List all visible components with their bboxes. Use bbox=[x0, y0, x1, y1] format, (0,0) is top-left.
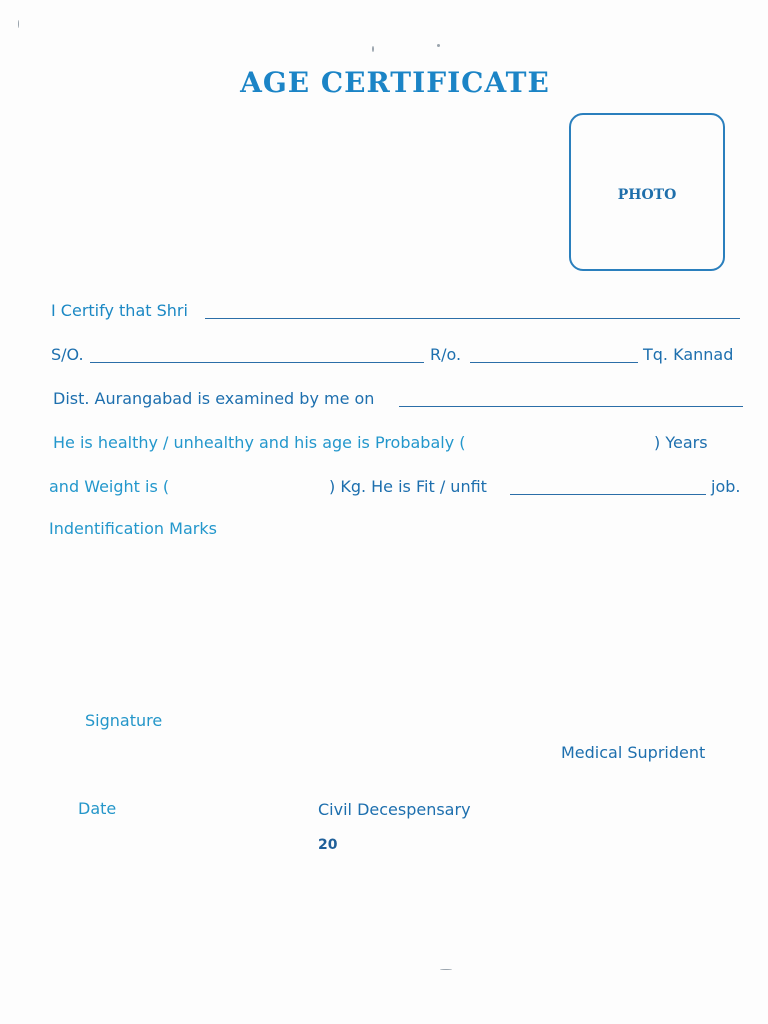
identification-marks-label: Indentification Marks bbox=[49, 519, 217, 538]
photo-placeholder bbox=[569, 113, 725, 271]
taluka-text: Tq. Kannad bbox=[643, 345, 734, 364]
photo-label: PHOTO bbox=[617, 187, 677, 203]
residence-blank-line[interactable] bbox=[470, 362, 638, 363]
son-of-label: S/O. bbox=[51, 345, 84, 364]
scan-speck bbox=[440, 969, 452, 970]
father-name-blank-line[interactable] bbox=[90, 362, 424, 363]
scan-speck bbox=[18, 20, 19, 28]
scan-speck bbox=[437, 44, 440, 47]
name-blank-line[interactable] bbox=[205, 318, 740, 319]
signature-label: Signature bbox=[85, 711, 163, 730]
certify-text: I Certify that Shri bbox=[51, 301, 188, 320]
scan-speck bbox=[372, 46, 374, 52]
weight-text: and Weight is ( bbox=[49, 477, 170, 496]
job-text: job. bbox=[711, 477, 741, 496]
resident-of-label: R/o. bbox=[430, 345, 462, 364]
fitness-text: ) Kg. He is Fit / unfit bbox=[329, 477, 487, 496]
designation-label: Medical Suprident bbox=[561, 743, 706, 762]
district-text: Dist. Aurangabad is examined by me on bbox=[53, 389, 375, 408]
exam-date-blank-line[interactable] bbox=[399, 406, 743, 407]
job-blank-line[interactable] bbox=[510, 494, 706, 495]
health-age-text: He is healthy / unhealthy and his age is Probabaly ( bbox=[53, 433, 466, 452]
years-text: ) Years bbox=[654, 433, 708, 452]
date-label: Date bbox=[78, 799, 117, 818]
office-label: Civil Decespensary bbox=[318, 800, 471, 819]
year-prefix: 20 bbox=[318, 837, 338, 853]
certificate-title: AGE CERTIFICATE bbox=[240, 66, 550, 99]
